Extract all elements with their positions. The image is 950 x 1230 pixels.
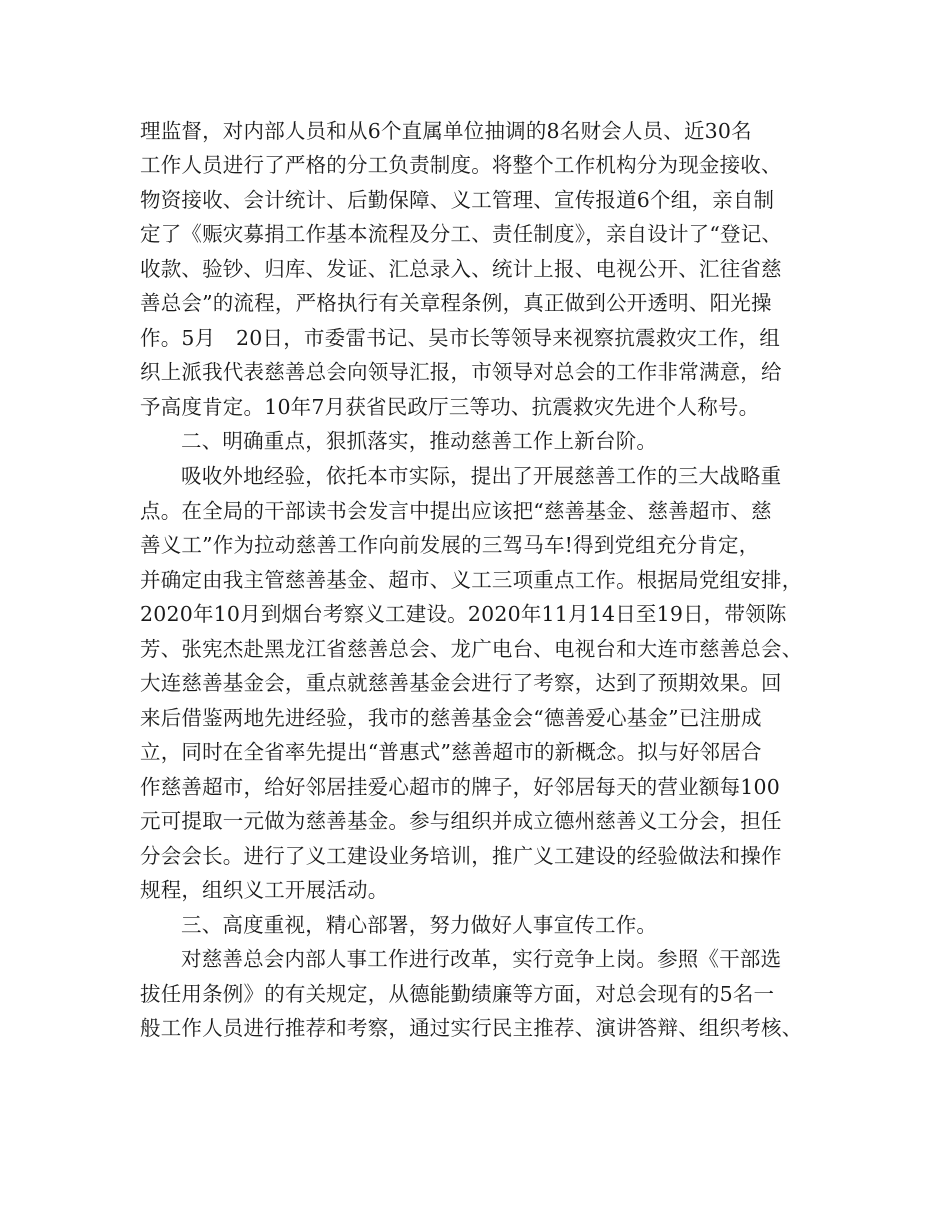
text-line: 点。在全局的干部读书会发言中提出应该把“慈善基金、慈善超市、慈	[140, 499, 772, 523]
text-line: 拔任用条例》的有关规定，从德能勤绩廉等方面，对总会现有的5名一	[140, 982, 775, 1006]
text-line: 物资接收、会计统计、后勤保障、义工管理、宣传报道6个组，亲自制	[140, 188, 775, 212]
text-line: 作慈善超市，给好邻居挂爱心超市的牌子，好邻居每天的营业额每100	[140, 775, 781, 799]
text-line: 收款、验钞、归库、发证、汇总录入、统计上报、电视公开、汇往省慈	[140, 257, 782, 281]
text-line: 并确定由我主管慈善基金、超市、义工三项重点工作。根据局党组安排，	[140, 568, 803, 592]
text-line: 善义工”作为拉动慈善工作向前发展的三驾马车!得到党组充分肯定，	[140, 533, 760, 557]
text-line: 规程，组织义工开展活动。	[140, 878, 389, 902]
text-line: 立，同时在全省率先提出“普惠式”慈善超市的新概念。拟与好邻居合	[140, 740, 762, 764]
paragraph-first-line: 吸收外地经验，依托本市实际，提出了开展慈善工作的三大战略重	[181, 464, 782, 488]
text-line: 2020年10月到烟台考察义工建设。2020年11月14日至19日，带领陈	[140, 602, 787, 626]
text-line: 分会会长。进行了义工建设业务培训，推广义工建设的经验做法和操作	[140, 844, 782, 868]
text-line: 理监督，对内部人员和从6个直属单位抽调的8名财会人员、近30名	[140, 119, 752, 143]
text-line: 定了《赈灾募捐工作基本流程及分工、责任制度》，亲自设计了“登记、	[140, 222, 783, 246]
text-line: 织上派我代表慈善总会向领导汇报，市领导对总会的工作非常满意，给	[140, 360, 782, 384]
paragraph-first-line: 对慈善总会内部人事工作进行改革，实行竞争上岗。参照《干部选	[181, 947, 782, 971]
text-line: 作。5月 20日，市委雷书记、吴市长等领导来视察抗震救灾工作，组	[140, 326, 781, 350]
text-line: 芳、张宪杰赴黑龙江省慈善总会、龙广电台、电视台和大连市慈善总会、	[140, 637, 803, 661]
text-line: 大连慈善基金会，重点就慈善基金会进行了考察，达到了预期效果。回	[140, 671, 782, 695]
section-heading: 三、高度重视，精心部署，努力做好人事宣传工作。	[181, 913, 658, 937]
text-line: 予高度肯定。10年7月获省民政厅三等功、抗震救灾先进个人称号。	[140, 395, 760, 419]
text-line: 善总会”的流程，严格执行有关章程条例，真正做到公开透明、阳光操	[140, 291, 772, 315]
text-line: 工作人员进行了严格的分工负责制度。将整个工作机构分为现金接收、	[140, 153, 782, 177]
text-line: 来后借鉴两地先进经验，我市的慈善基金会“德善爱心基金”已注册成	[140, 706, 762, 730]
text-line: 般工作人员进行推荐和考察，通过实行民主推荐、演讲答辩、组织考核、	[140, 1016, 803, 1040]
text-line: 元可提取一元做为慈善基金。参与组织并成立德州慈善义工分会，担任	[140, 809, 782, 833]
section-heading: 二、明确重点，狠抓落实，推动慈善工作上新台阶。	[181, 429, 658, 453]
